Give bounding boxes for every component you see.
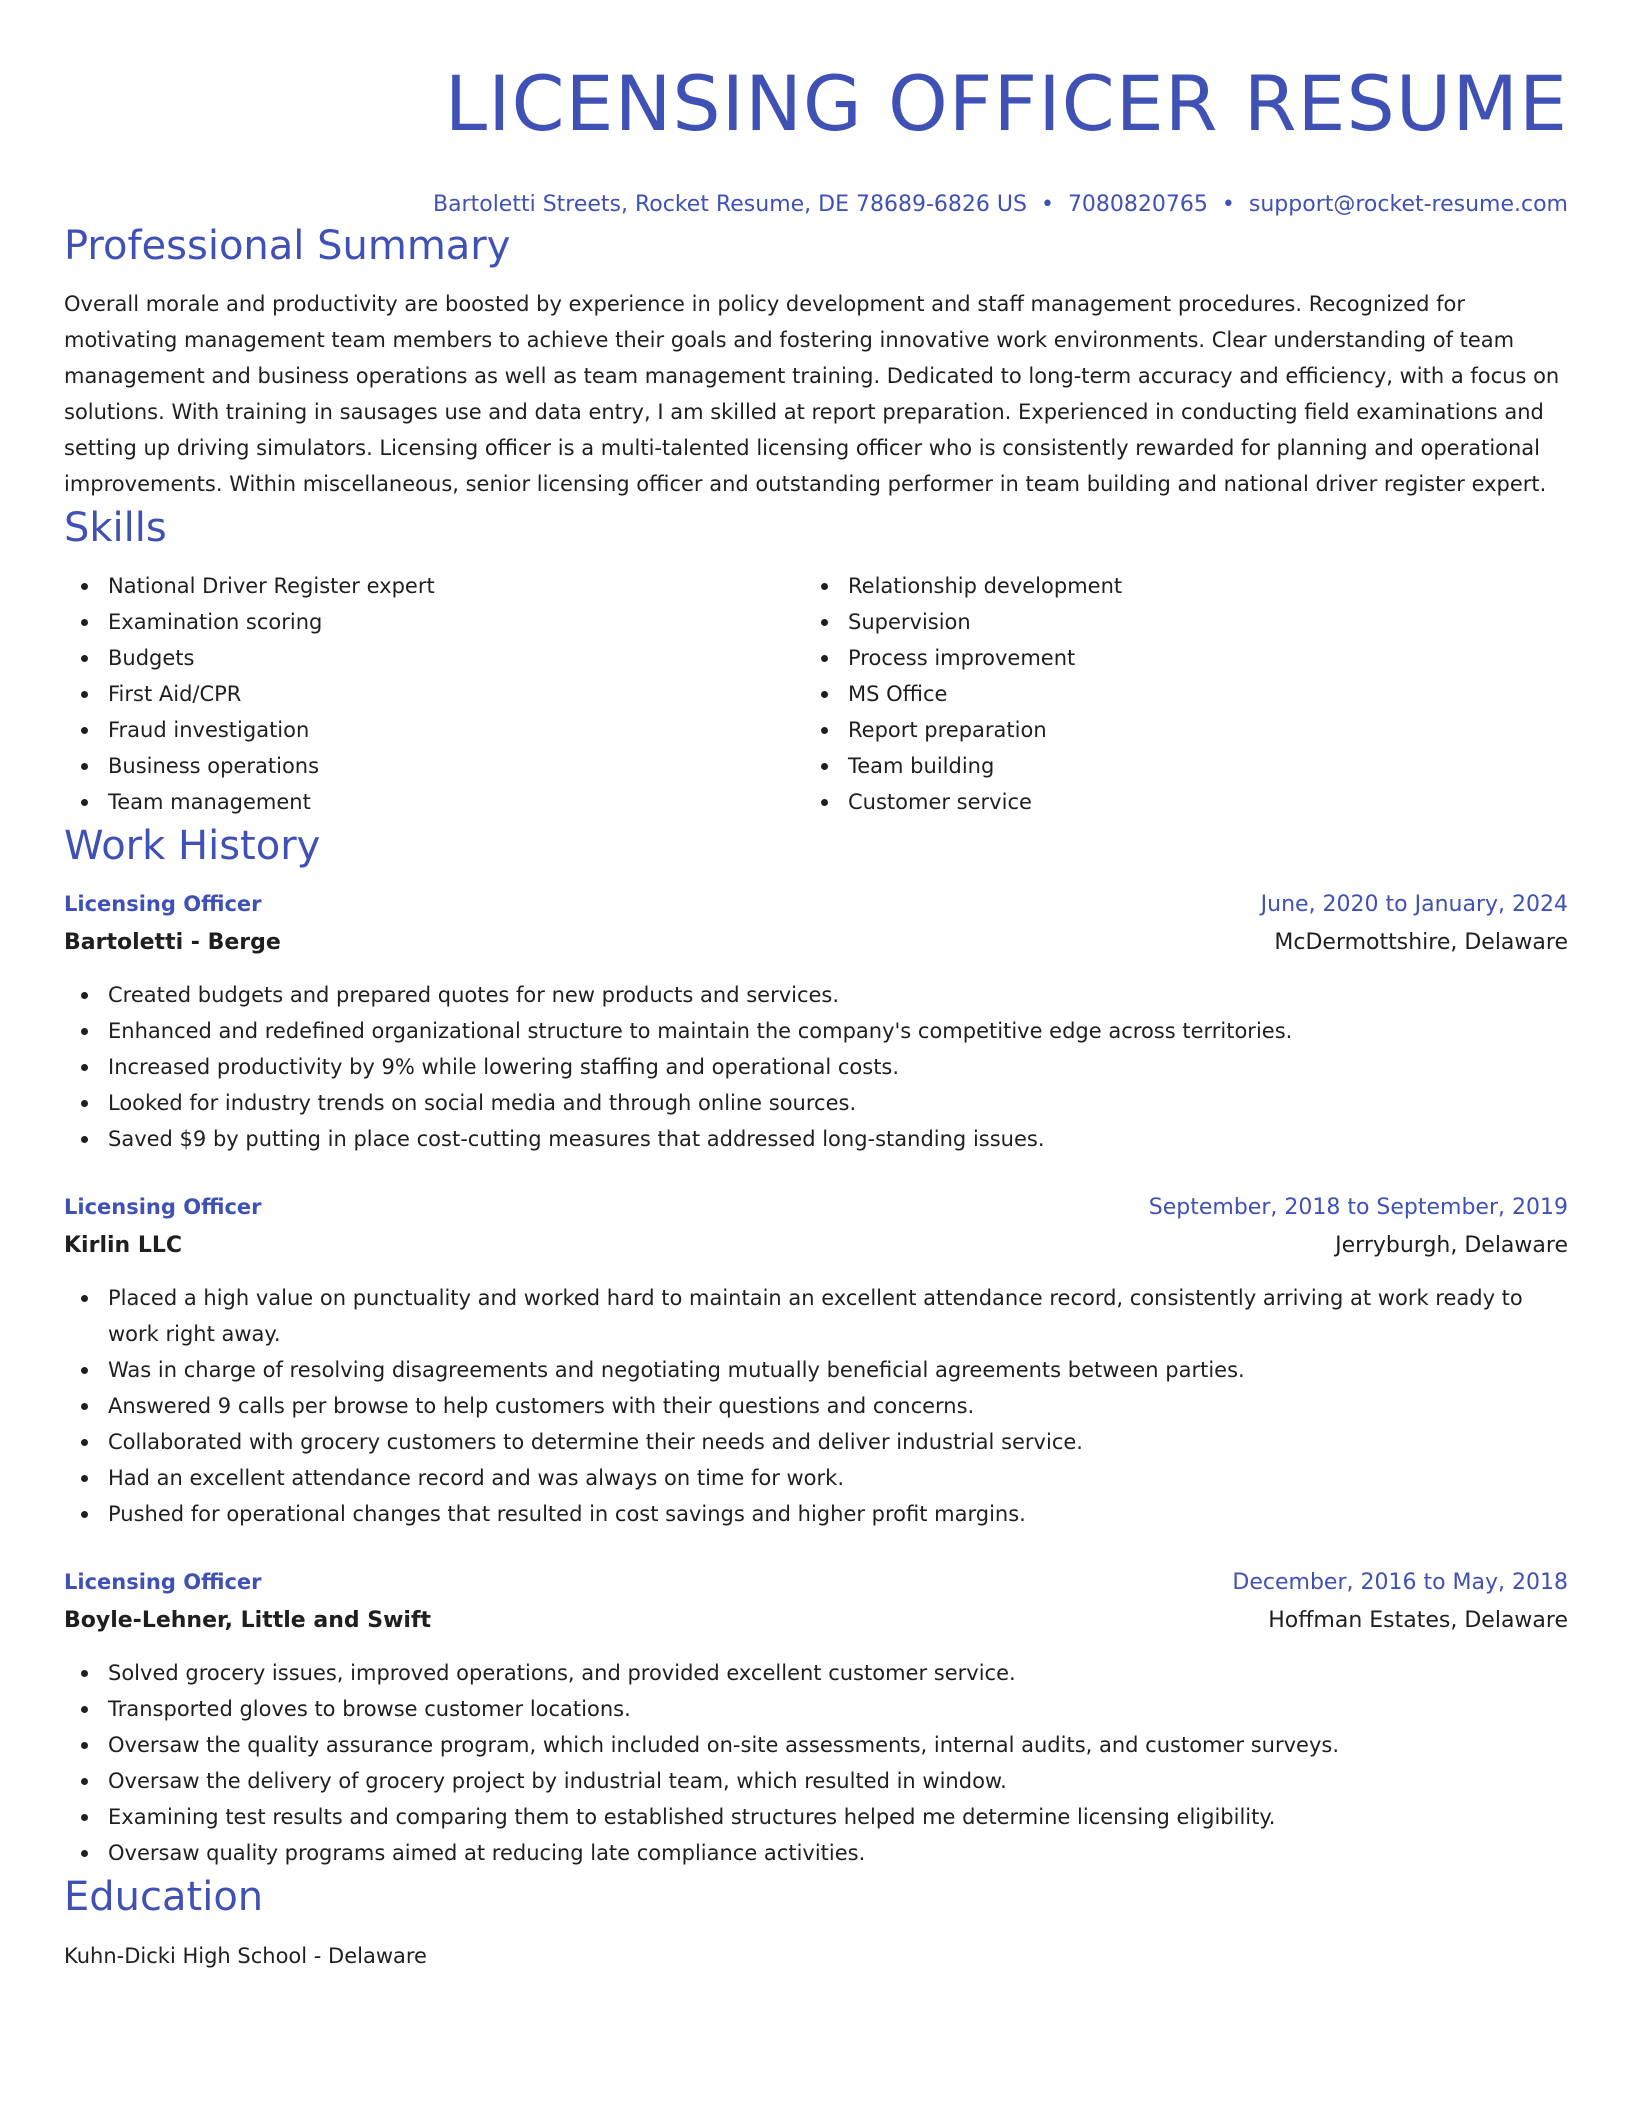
work-history-heading: Work History	[64, 823, 321, 869]
job-bullet: Saved $9 by putting in place cost-cutting measures that addressed long-standing issues.	[64, 1121, 1568, 1157]
job-dates: September, 2018 to September, 2019	[1148, 1195, 1568, 1220]
skill-item: Fraud investigation	[64, 712, 804, 748]
skill-item: Process improvement	[804, 640, 1544, 676]
skill-item: Report preparation	[804, 712, 1544, 748]
contact-separator: •	[1040, 192, 1054, 217]
job-bullet: Had an excellent attendance record and was always on time for work.	[64, 1460, 1568, 1496]
contact-phone: 7080820765	[1067, 192, 1208, 217]
job-bullet: Transported gloves to browse customer locations.	[64, 1691, 1568, 1727]
job-location: McDermottshire, Delaware	[1274, 930, 1568, 955]
job-bullets	[64, 1655, 1568, 1871]
job-bullet: Collaborated with grocery customers to determine their needs and deliver industrial service.	[64, 1424, 1568, 1460]
job-title: Licensing Officer	[64, 1195, 262, 1219]
job-title: Licensing Officer	[64, 892, 262, 916]
skill-item: Relationship development	[804, 568, 1544, 604]
job-bullet: Created budgets and prepared quotes for new products and services.	[64, 977, 1568, 1013]
job-bullet: Oversaw quality programs aimed at reducing late compliance activities.	[64, 1835, 1568, 1871]
education-heading: Education	[64, 1874, 264, 1920]
job-bullet: Examining test results and comparing them to established structures helped me determine licensing eligibility.	[64, 1799, 1568, 1835]
job-entry	[64, 1189, 1568, 1532]
skills-column-left	[64, 568, 804, 820]
skill-item: Business operations	[64, 748, 804, 784]
job-bullets	[64, 977, 1568, 1157]
job-dates: June, 2020 to January, 2024	[1260, 892, 1568, 917]
skill-item: National Driver Register expert	[64, 568, 804, 604]
professional-summary-text: Overall morale and productivity are boosted by experience in policy development and staff management procedures. Recognized for motivating management team members to achieve their goals and fostering innovative work environments. Clear understanding of team management and business operations as well as team management training. Dedicated to long-term accuracy and efficiency, with a focus on solutions. With training in sausages use and data entry, I am skilled at report preparation. Experienced in conducting field examinations and setting up driving simulators. Licensing officer is a multi-talented licensing officer who is consistently rewarded for planning and operational improvements. Within miscellaneous, senior licensing officer and outstanding performer in team building and national driver register expert.	[64, 292, 1560, 496]
skill-item: Customer service	[804, 784, 1544, 820]
education-entry: Kuhn-Dicki High School - Delaware	[64, 1944, 427, 1968]
contact-line	[64, 190, 1568, 220]
job-bullet: Pushed for operational changes that resulted in cost savings and higher profit margins.	[64, 1496, 1568, 1532]
contact-address: Bartoletti Streets, Rocket Resume, DE 78689-6826 US	[432, 192, 1027, 217]
job-bullet: Was in charge of resolving disagreements and negotiating mutually beneficial agreements between parties.	[64, 1352, 1568, 1388]
job-bullet: Oversaw the quality assurance program, which included on-site assessments, internal audits, and customer surveys.	[64, 1727, 1568, 1763]
contact-separator: •	[1221, 192, 1235, 217]
skill-item: Examination scoring	[64, 604, 804, 640]
job-bullet: Looked for industry trends on social media and through online sources.	[64, 1085, 1568, 1121]
skills-heading: Skills	[64, 505, 167, 551]
job-bullet: Solved grocery issues, improved operations, and provided excellent customer service.	[64, 1655, 1568, 1691]
job-location: Hoffman Estates, Delaware	[1268, 1608, 1568, 1633]
resume-title: LICENSING OFFICER RESUME	[444, 59, 1568, 148]
skill-item: Budgets	[64, 640, 804, 676]
job-entry	[64, 886, 1568, 1157]
job-bullet: Answered 9 calls per browse to help customers with their questions and concerns.	[64, 1388, 1568, 1424]
job-company: Kirlin LLC	[64, 1233, 183, 1258]
job-company: Boyle-Lehner, Little and Swift	[64, 1608, 432, 1633]
job-entry	[64, 1564, 1568, 1871]
job-bullet: Placed a high value on punctuality and worked hard to maintain an excellent attendance record, consistently arriving at work ready to work right away.	[64, 1280, 1568, 1352]
job-bullet: Enhanced and redefined organizational structure to maintain the company's competitive edge across territories.	[64, 1013, 1568, 1049]
job-title: Licensing Officer	[64, 1570, 262, 1594]
job-bullets	[64, 1280, 1568, 1532]
skill-item: Supervision	[804, 604, 1544, 640]
skill-item: Team building	[804, 748, 1544, 784]
professional-summary-heading: Professional Summary	[64, 223, 511, 269]
job-bullet: Oversaw the delivery of grocery project by industrial team, which resulted in window.	[64, 1763, 1568, 1799]
skill-item: First Aid/CPR	[64, 676, 804, 712]
skills-list	[64, 568, 1568, 820]
job-company: Bartoletti - Berge	[64, 930, 281, 955]
skill-item: Team management	[64, 784, 804, 820]
contact-email: support@rocket-resume.com	[1248, 192, 1568, 217]
skill-item: MS Office	[804, 676, 1544, 712]
job-bullet: Increased productivity by 9% while lowering staffing and operational costs.	[64, 1049, 1568, 1085]
skills-column-right	[804, 568, 1544, 820]
job-dates: December, 2016 to May, 2018	[1232, 1570, 1568, 1595]
job-location: Jerryburgh, Delaware	[1335, 1233, 1568, 1258]
